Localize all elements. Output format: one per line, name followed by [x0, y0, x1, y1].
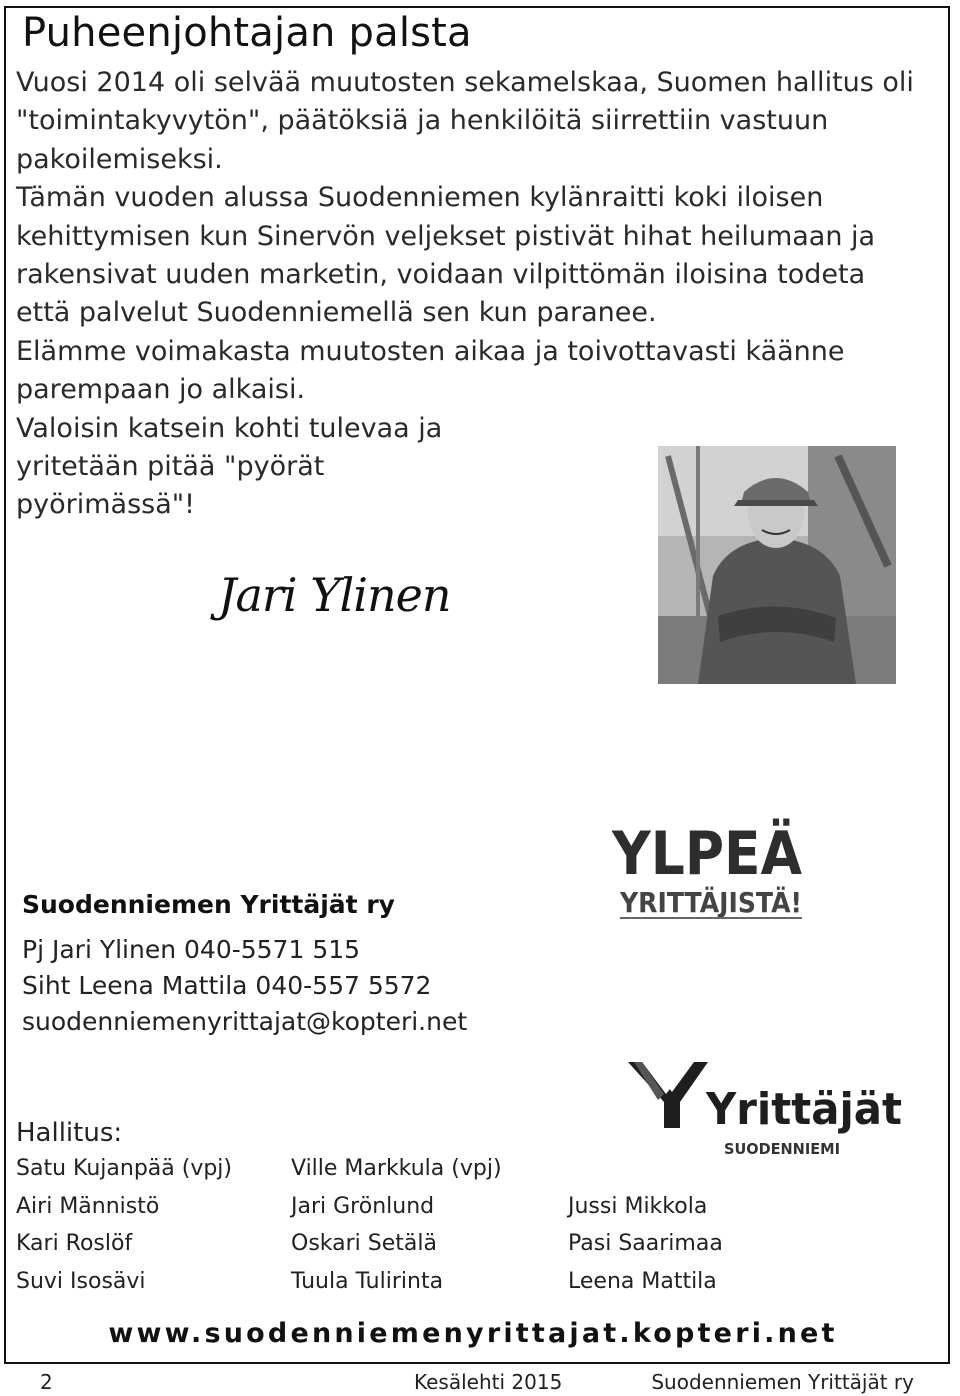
yrittajat-suodenniemi-logo	[628, 1058, 908, 1162]
board-member: Oskari Setälä	[291, 1231, 437, 1256]
chair-contact: Pj Jari Ylinen 040-5571 515	[22, 935, 361, 964]
board-heading: Hallitus:	[16, 1118, 123, 1148]
portrait-photo-graphic	[658, 446, 896, 684]
ylpea-logo-line1: YLPEÄ	[612, 819, 808, 889]
board-row	[16, 1231, 876, 1269]
yrittajat-logo-graphic	[628, 1058, 908, 1162]
yrittajat-logo-sub: SUODENNIEMI	[724, 1140, 840, 1158]
paragraph-1: Vuosi 2014 oli selvää muutosten sekamelskaa, Suomen hallitus oli "toimintakyvytön", päätöksiä ja henkilöitä siirrettiin vastuun pakoilemiseksi.	[16, 67, 914, 175]
board-member: Satu Kujanpää (vpj)	[16, 1156, 233, 1181]
board-member: Jussi Mikkola	[568, 1193, 708, 1219]
paragraph-2: Tämän vuoden alussa Suodenniemen kylänraitti koki iloisen kehittymisen kun Sinervön veljekset pistivät hihat heilumaan ja rakensivat uuden marketin, voidaan vilpittömän iloisina todeta että palvelut Suodenniemellä sen kun paranee.	[16, 182, 876, 329]
column-title: Puheenjohtajan palsta	[22, 10, 472, 56]
ylpea-yrittajista-logo	[612, 812, 808, 922]
signature: Jari Ylinen	[218, 568, 451, 622]
board-members	[16, 1156, 876, 1306]
board-member: Airi Männistö	[16, 1193, 160, 1219]
yrittajat-logo-name: Yrittäjät	[705, 1084, 902, 1135]
board-row	[16, 1269, 876, 1307]
board-member: Suvi Isosävi	[16, 1268, 146, 1294]
contact-info	[22, 932, 467, 1040]
board-member: Ville Markkula (vpj)	[291, 1156, 502, 1181]
organization-name: Suodenniemen Yrittäjät ry	[22, 890, 395, 919]
paragraph-4: Valoisin katsein kohti tulevaa ja yritetään pitää "pyörät pyörimässä"!	[16, 412, 443, 521]
board-member: Kari Roslöf	[16, 1231, 133, 1256]
board-member: Leena Mattila	[568, 1268, 717, 1294]
board-row	[16, 1194, 876, 1232]
board-member: Pasi Saarimaa	[568, 1231, 723, 1256]
paragraph-3: Elämme voimakasta muutosten aikaa ja toivottavasti käänne parempaan jo alkaisi.	[16, 335, 845, 406]
issue-name: Kesälehti 2015	[414, 1370, 563, 1394]
board-member: Tuula Tulirinta	[291, 1268, 444, 1294]
board-row	[16, 1156, 876, 1194]
ylpea-logo-graphic	[612, 812, 808, 922]
secretary-contact: Siht Leena Mattila 040-557 5572	[22, 971, 432, 1000]
portrait-photo	[658, 446, 896, 684]
page-number: 2	[40, 1370, 53, 1394]
ylpea-logo-line2: YRITTÄJISTÄ!	[620, 886, 808, 919]
board-member: Jari Grönlund	[291, 1193, 435, 1219]
website-link[interactable]: www.suodenniemenyrittajat.kopteri.net	[108, 1318, 838, 1349]
footer-publisher: Suodenniemen Yrittäjät ry	[651, 1370, 914, 1394]
email-link[interactable]: suodenniemenyrittajat@kopteri.net	[22, 1007, 468, 1036]
